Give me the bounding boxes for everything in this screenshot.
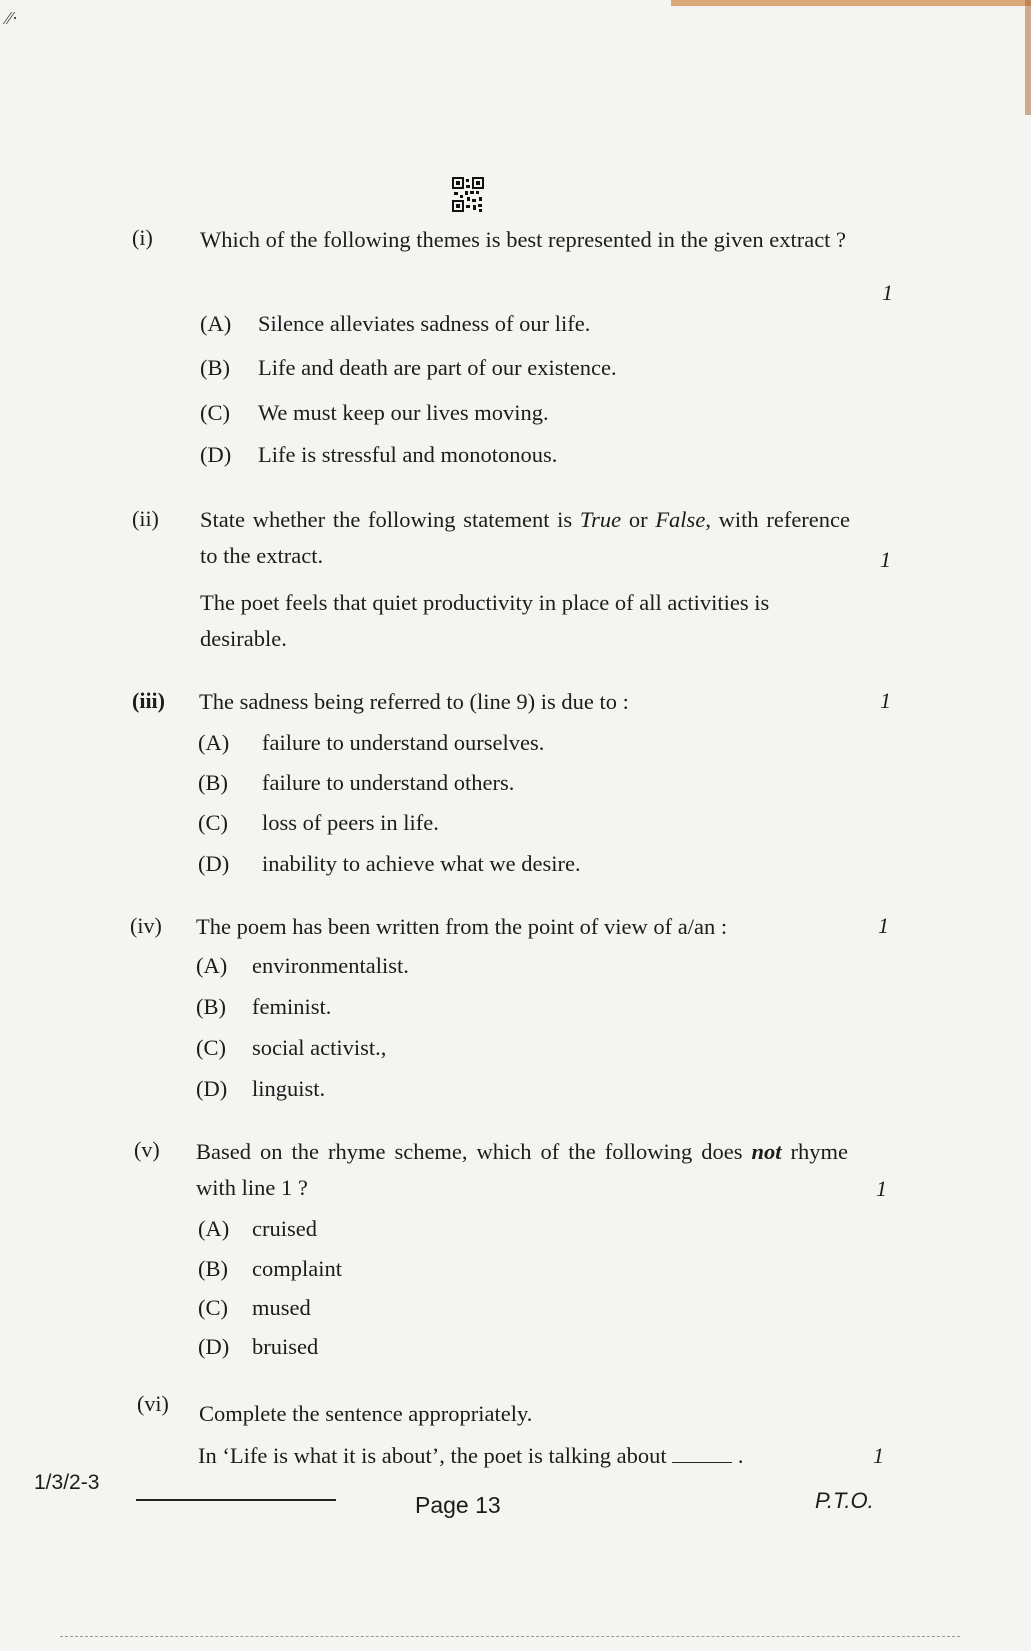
question-number: (iii) (132, 688, 165, 713)
option-label: (A) (198, 730, 230, 755)
question-marks: 1 (873, 1443, 884, 1468)
question-marks: 1 (876, 1176, 887, 1201)
option-label: (B) (196, 994, 226, 1019)
option-text: inability to achieve what we desire. (262, 851, 581, 876)
option-label: (A) (198, 1216, 230, 1241)
emphasis-word: not (751, 1139, 782, 1164)
paper-code: 1/3/2-3 (34, 1471, 100, 1494)
question-marks: 1 (880, 688, 891, 713)
option-text: Life is stressful and monotonous. (258, 442, 558, 467)
option-label: (D) (198, 1334, 230, 1359)
question-text-part: Based on the rhyme scheme, which of the following does (196, 1139, 752, 1164)
question-text (196, 1134, 848, 1206)
option-c (196, 1035, 386, 1061)
page-number: Page 13 (415, 1492, 501, 1518)
option-label: (D) (198, 851, 230, 876)
corner-mark: ⁄⁄· (6, 8, 19, 28)
page-bottom-edge (60, 1636, 960, 1637)
option-b (198, 770, 514, 796)
qr-code-icon (452, 177, 484, 213)
question-text: The sadness being referred to (line 9) is due to : (199, 689, 629, 714)
question-number: (vi) (137, 1391, 169, 1416)
footer-rule (136, 1499, 336, 1501)
option-c (198, 1295, 311, 1321)
option-text: feminist. (252, 994, 332, 1019)
option-a (198, 1216, 317, 1242)
option-text: mused (252, 1295, 311, 1320)
question-text-part: , with reference to the extract. (200, 507, 851, 568)
question-text: Which of the following themes is best represented in the given extract ? (200, 227, 847, 252)
option-d (198, 1334, 318, 1360)
option-text: Life and death are part of our existence. (258, 355, 617, 380)
question-number: (ii) (132, 506, 159, 531)
option-a (196, 953, 409, 979)
false-word: False (655, 507, 706, 532)
option-text: failure to understand others. (262, 770, 515, 795)
option-label: (B) (200, 355, 230, 380)
option-text: bruised (252, 1334, 319, 1359)
option-text: failure to understand ourselves. (262, 730, 545, 755)
option-a (198, 730, 544, 756)
option-label: (C) (198, 810, 228, 835)
option-label: (D) (196, 1076, 228, 1101)
or-word: or (621, 507, 656, 532)
sentence-prompt: In ‘Life is what it is about’, the poet is talking about (198, 1443, 667, 1468)
pto-label: P.T.O. (815, 1488, 874, 1513)
question-text (200, 502, 850, 574)
question-text-part: State whether the following statement is (200, 507, 580, 532)
paper-edge-stain-right (1025, 0, 1031, 115)
option-label: (D) (200, 442, 232, 467)
option-b (200, 355, 617, 381)
option-label: (B) (198, 1256, 228, 1281)
paper-edge-stain (671, 0, 1031, 6)
statement-text: The poet feels that quiet productivity in place of all activities is desirable. (200, 590, 770, 651)
question-number: (i) (132, 225, 153, 250)
question-text-part: rhyme with line 1 ? (196, 1139, 848, 1200)
question-marks: 1 (880, 547, 891, 572)
option-label: (C) (198, 1295, 228, 1320)
option-label: (A) (200, 311, 232, 336)
option-a (200, 311, 590, 337)
option-text: linguist. (252, 1076, 326, 1101)
option-b (196, 994, 331, 1020)
option-c (200, 400, 549, 426)
option-label: (C) (200, 400, 230, 425)
question-number: (v) (134, 1137, 160, 1162)
question-text: The poem has been written from the point of view of a/an : (196, 914, 728, 939)
option-text: cruised (252, 1216, 317, 1241)
true-word: True (579, 507, 622, 532)
option-text: complaint (252, 1256, 342, 1281)
option-d (198, 851, 581, 877)
option-text: Silence alleviates sadness of our life. (258, 311, 591, 336)
option-c (198, 810, 439, 836)
sentence-text (198, 1438, 744, 1474)
answer-blank (672, 1444, 732, 1463)
question-text: Complete the sentence appropriately. (199, 1401, 533, 1426)
option-label: (C) (196, 1035, 226, 1060)
option-b (198, 1256, 342, 1282)
option-d (196, 1076, 325, 1102)
option-label: (A) (196, 953, 228, 978)
option-text: social activist., (252, 1035, 387, 1060)
option-text: loss of peers in life. (262, 810, 439, 835)
question-marks: 1 (882, 280, 893, 305)
option-text: We must keep our lives moving. (258, 400, 549, 425)
option-label: (B) (198, 770, 228, 795)
option-text: environmentalist. (252, 953, 409, 978)
question-marks: 1 (878, 913, 889, 938)
sentence-end: . (737, 1443, 744, 1468)
option-d (200, 442, 557, 468)
question-number: (iv) (130, 913, 162, 938)
